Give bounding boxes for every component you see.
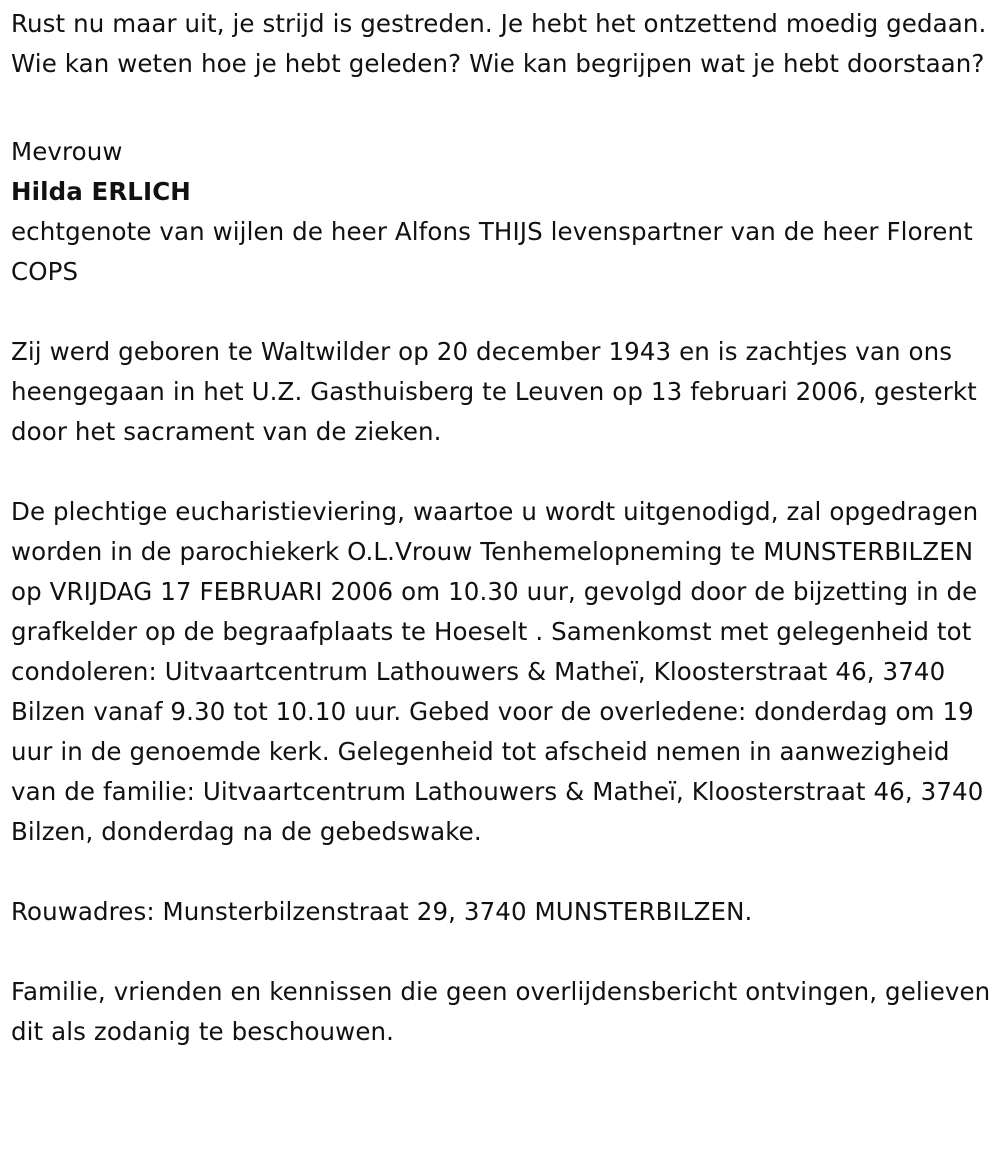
spacer bbox=[11, 452, 991, 492]
closing-note: Familie, vrienden en kennissen die geen overlijdensbericht ontvingen, gelieven dit als zodanig te beschouwen. bbox=[11, 977, 991, 1046]
spacer bbox=[11, 932, 991, 972]
spacer bbox=[11, 84, 991, 124]
deceased-name: Hilda ERLICH bbox=[11, 177, 191, 206]
relation-text: echtgenote van wijlen de heer Alfons THIJS levenspartner van de heer Florent COPS bbox=[11, 217, 973, 286]
spacer bbox=[11, 852, 991, 892]
spacer bbox=[11, 292, 991, 332]
birth-death-text: Zij werd geboren te Waltwilder op 20 december 1943 en is zachtjes van ons heengegaan in het U.Z. Gasthuisberg te Leuven op 13 februari 2006, gesterkt door het sacrament van de zieken. bbox=[11, 337, 977, 446]
ceremony-text: De plechtige eucharistieviering, waartoe u wordt uitgenodigd, zal opgedragen worden in de parochiekerk O.L.Vrouw Tenhemelopneming te MUNSTERBILZEN op VRIJDAG 17 FEBRUARI 2006 om 10.30 uur, gevolgd door de bijzetting in de grafkelder op de begraafplaats te Hoeselt . Samenkomst met gelegenheid tot condoleren: Uitvaartcentrum Lathouwers & Matheï, Kloosterstraat 46, 3740 Bilzen vanaf 9.30 tot 10.10 uur. Gebed voor de overledene: donderdag om 19 uur in de genoemde kerk. Gelegenheid tot afscheid nemen in aanwezigheid van de familie: Uitvaartcentrum Lathouwers & Matheï, Kloosterstraat 46, 3740 Bilzen, donderdag na de gebedswake. bbox=[11, 497, 984, 846]
opening-quote: Rust nu maar uit, je strijd is gestreden. Je hebt het ontzettend moedig gedaan. Wie kan weten hoe je hebt geleden? Wie kan begrijpen wat je hebt doorstaan? bbox=[11, 9, 987, 78]
obituary-text bbox=[11, 4, 991, 1052]
mourning-address: Rouwadres: Munsterbilzenstraat 29, 3740 MUNSTERBILZEN. bbox=[11, 897, 753, 926]
honorific-title: Mevrouw bbox=[11, 137, 123, 166]
